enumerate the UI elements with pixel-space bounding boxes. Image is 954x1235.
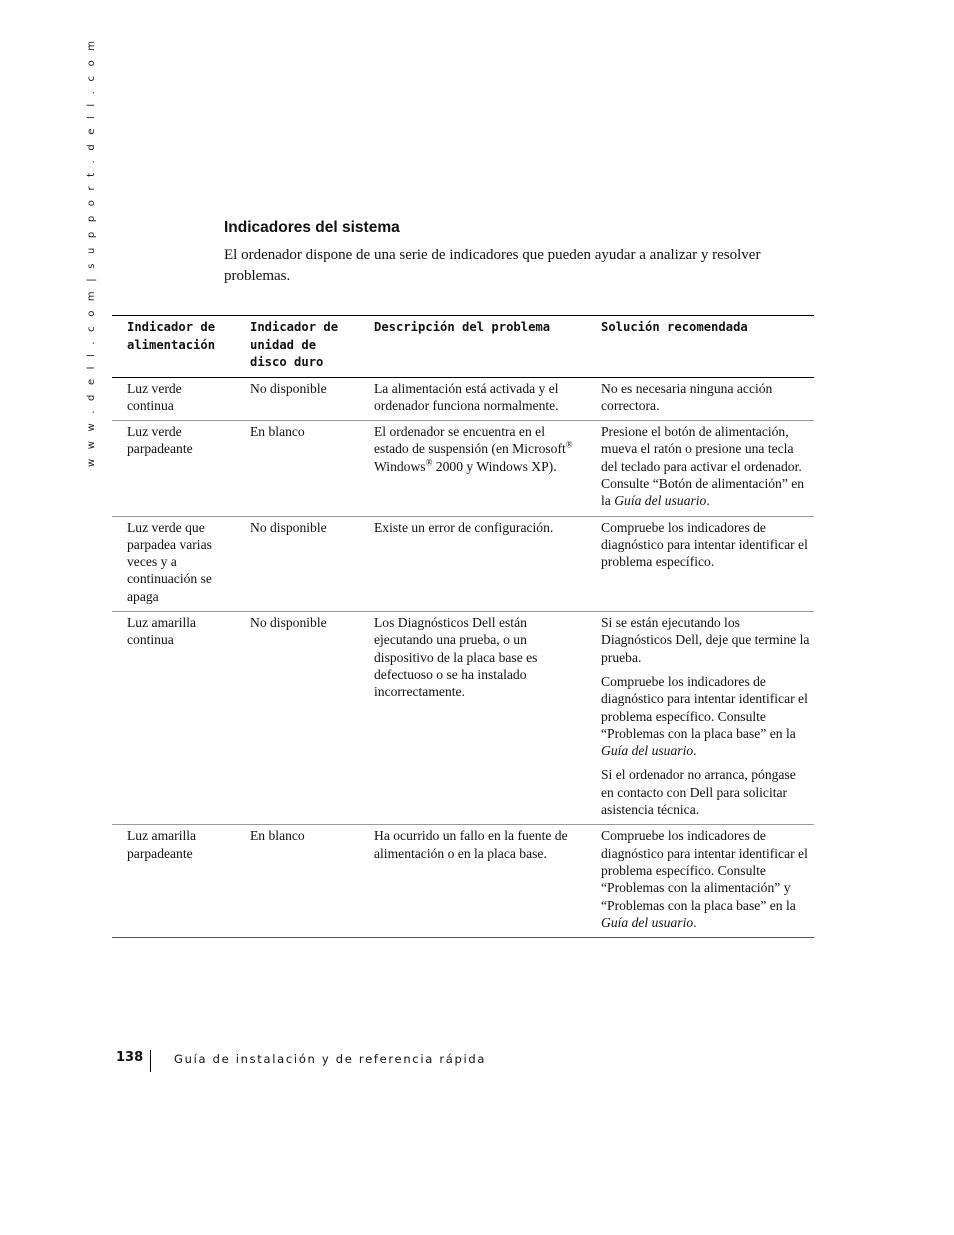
header-disk-indicator: Indicador de unidad de disco duro — [250, 320, 339, 369]
solution-text — [601, 673, 810, 759]
cell-solution — [586, 377, 814, 421]
indicators-table — [112, 315, 814, 938]
cell-description: La alimentación está activada y el ordenador funciona normalmente. — [374, 380, 559, 413]
header-recommended-solution: Solución recomendada — [601, 320, 748, 334]
footer-divider — [150, 1050, 151, 1072]
cell-disk: No disponible — [250, 380, 327, 396]
table-row — [112, 825, 814, 938]
user-guide-reference: Guía del usuario — [601, 914, 694, 930]
cell-disk: No disponible — [250, 519, 327, 535]
solution-text-part: Compruebe los indicadores de diagnóstico para intentar identificar el problema específico. Consulte “Problemas con la placa base” en la — [601, 673, 808, 741]
solution-text-part: . — [693, 743, 697, 759]
description-text: 2000 y Windows XP). — [432, 458, 557, 474]
description-text: Windows — [374, 458, 426, 474]
cell-solution — [586, 825, 814, 938]
cell-description — [359, 421, 586, 516]
cell-solution — [586, 421, 814, 516]
section-title: Indicadores del sistema — [224, 219, 400, 236]
registered-mark: ® — [425, 457, 433, 468]
user-guide-reference: Guía del usuario — [601, 743, 694, 759]
solution-text-part: Compruebe los indicadores de diagnóstico para intentar identificar el problema específico. Consulte “Problemas con la alimentación” y “Problemas con la placa base” en la — [601, 828, 808, 913]
cell-power: Luz amarilla continua — [127, 615, 197, 648]
table-row — [112, 421, 814, 516]
cell-power: Luz verde que parpadea varias veces y a continuación se apaga — [127, 519, 212, 604]
cell-description: Ha ocurrido un fallo en la fuente de alimentación o en la placa base. — [374, 828, 568, 861]
book-title: Guía de instalación y de referencia rápida — [174, 1052, 487, 1066]
header-power-indicator: Indicador de alimentación — [127, 320, 216, 352]
solution-text: No es necesaria ninguna acción correctora. — [601, 380, 773, 413]
solution-text-part: . — [693, 914, 697, 930]
solution-text-part: . — [706, 493, 710, 509]
solution-text: Si se están ejecutando los Diagnósticos Dell, deje que termine la prueba. — [601, 615, 810, 665]
registered-mark: ® — [565, 439, 573, 450]
cell-disk: En blanco — [250, 424, 305, 440]
header-problem-description: Descripción del problema — [374, 320, 551, 334]
cell-description: Existe un error de configuración. — [374, 519, 554, 535]
cell-power: Luz verde parpadeante — [127, 424, 193, 457]
table-row — [112, 377, 814, 421]
solution-text: Compruebe los indicadores de diagnóstico para intentar identificar el problema específico. — [601, 519, 808, 570]
table-row — [112, 516, 814, 611]
section-intro: El ordenador dispone de una serie de indicadores que pueden ayudar a analizar y resolver problemas. — [224, 247, 761, 284]
solution-text: Si el ordenador no arranca, póngase en contacto con Dell para solicitar asistencia técnica. — [601, 767, 796, 818]
cell-solution — [586, 612, 814, 825]
solution-text — [601, 827, 810, 931]
cell-disk: No disponible — [250, 615, 327, 631]
page-number: 138 — [116, 1050, 144, 1065]
user-guide-reference: Guía del usuario — [614, 493, 707, 509]
cell-power: Luz verde continua — [127, 380, 182, 413]
cell-description: Los Diagnósticos Dell están ejecutando una prueba, o un dispositivo de la placa base es defectuoso o se ha instalado incorrectamente. — [374, 615, 538, 700]
cell-power: Luz amarilla parpadeante — [127, 828, 197, 861]
table-header-row — [112, 316, 814, 378]
description-text: El ordenador se encuentra en el estado de suspensión (en Microsoft — [374, 424, 566, 457]
cell-solution — [586, 516, 814, 611]
sidebar-url: w w w . d e l l . c o m | s u p p o r t . d e l l . c o m — [86, 37, 97, 467]
table-row — [112, 612, 814, 825]
cell-disk: En blanco — [250, 828, 305, 844]
solution-text-part: Presione el botón de alimentación, mueva el ratón o presione una tecla del teclado para activar el ordenador. Consulte “Botón de alimentación” en la — [601, 424, 805, 509]
solution-text — [601, 423, 810, 509]
